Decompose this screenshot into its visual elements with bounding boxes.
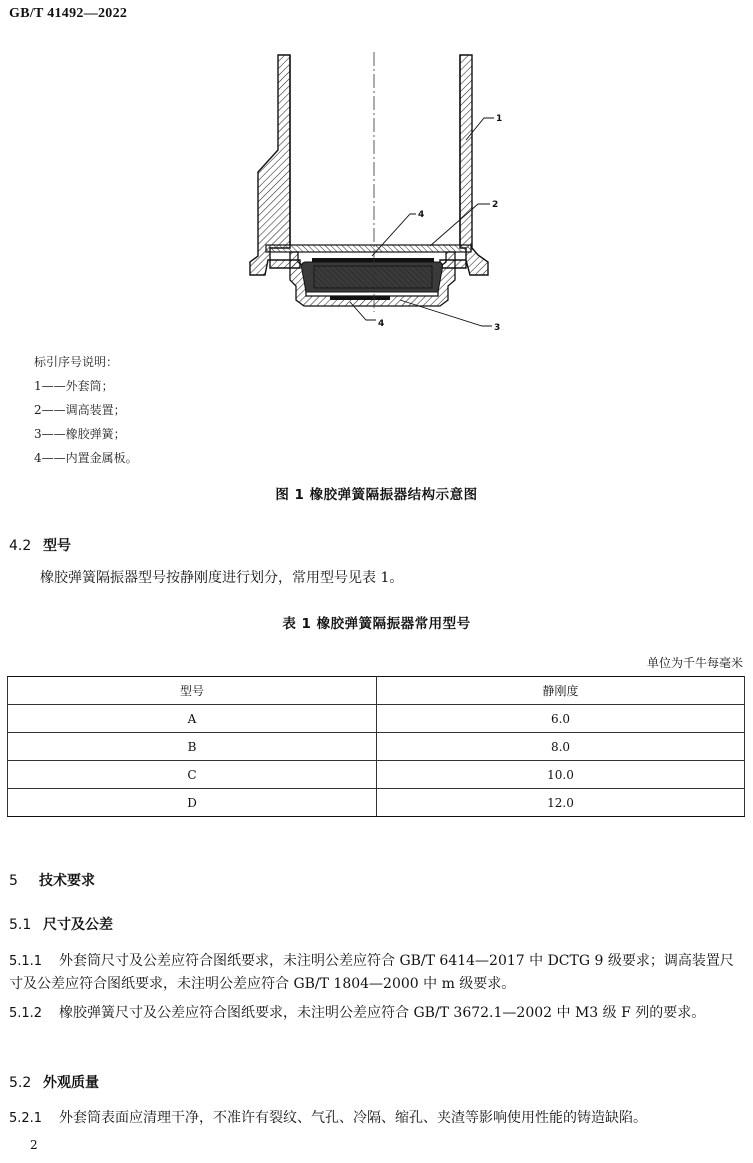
header-static-stiffness: 静刚度: [377, 677, 745, 705]
cell-stiffness: 12.0: [377, 789, 745, 817]
cell-model: A: [8, 705, 377, 733]
section-number: 5.2: [9, 1075, 32, 1091]
figure-legend: [34, 350, 138, 470]
header-model: 型号: [8, 677, 377, 705]
table-row: [8, 705, 745, 733]
callout-4-top: 4: [418, 210, 425, 220]
section-number: 5: [9, 873, 18, 889]
height-adjuster-plate: [266, 245, 471, 252]
clause-text: 橡胶弹簧尺寸及公差应符合图纸要求，未注明公差应符合 GB/T 3672.1—2002 中 M3 级 F 列的要求。: [59, 1005, 706, 1021]
clause-5-1-1: [9, 950, 745, 996]
section-5-1-heading: [9, 914, 113, 934]
section-4-2-heading: [9, 535, 71, 555]
clause-number: 5.1.2: [9, 1006, 43, 1021]
section-5-heading: [9, 870, 95, 890]
inner-metal-plate: [312, 258, 434, 262]
outer-sleeve-left: [250, 55, 300, 275]
section-title: 尺寸及公差: [43, 917, 113, 933]
section-title: 技术要求: [39, 873, 95, 889]
table-header-row: [8, 677, 745, 705]
legend-item: 2——调高装置；: [34, 403, 126, 417]
cell-stiffness: 10.0: [377, 761, 745, 789]
clause-5-2-1: [9, 1107, 745, 1130]
callout-2: 2: [492, 200, 499, 210]
models-table: [7, 676, 745, 817]
clause-text: 外套筒表面应清理干净，不准许有裂纹、气孔、冷隔、缩孔、夹渣等影响使用性能的铸造缺陷。: [59, 1110, 647, 1126]
callout-3: 3: [494, 323, 501, 333]
outer-sleeve-right: [440, 55, 488, 275]
clause-5-1-2: [9, 1002, 745, 1025]
table-unit-note: 单位为千牛每毫米: [646, 656, 743, 670]
bottom-metal-plate: [330, 296, 390, 300]
legend-item: 1——外套筒；: [34, 379, 114, 393]
table-row: [8, 733, 745, 761]
cell-stiffness: 6.0: [377, 705, 745, 733]
cell-model: D: [8, 789, 377, 817]
cell-model: B: [8, 733, 377, 761]
legend-item: 4——内置金属板。: [34, 451, 138, 465]
table-row: [8, 761, 745, 789]
clause-number: 5.1.1: [9, 954, 43, 969]
figure-caption: 图 1 橡胶弹簧隔振器结构示意图: [275, 487, 478, 503]
section-title: 型号: [43, 538, 71, 554]
page-number: 2: [30, 1138, 38, 1152]
section-4-2-paragraph: 橡胶弹簧隔振器型号按静刚度进行划分，常用型号见表 1。: [40, 570, 404, 586]
callout-1: 1: [496, 114, 503, 124]
cell-model: C: [8, 761, 377, 789]
section-5-2-heading: [9, 1072, 99, 1092]
section-title: 外观质量: [43, 1075, 99, 1091]
isolator-structure-drawing: [240, 45, 520, 340]
legend-title: 标引序号说明：: [34, 355, 119, 369]
clause-text: 外套筒尺寸及公差应符合图纸要求，未注明公差应符合 GB/T 6414—2017 中 DCTG 9 级要求；调高装置尺寸及公差应符合图纸要求，未注明公差应符合 GB/T 1804—2000 中 m 级要求。: [9, 953, 734, 992]
callout-4-bottom: 4: [378, 319, 385, 329]
standard-code: GB/T 41492—2022: [9, 6, 128, 21]
rubber-spring-core: [314, 266, 432, 288]
section-number: 4.2: [9, 538, 32, 554]
section-number: 5.1: [9, 917, 32, 933]
legend-item: 3——橡胶弹簧；: [34, 427, 126, 441]
clause-number: 5.2.1: [9, 1111, 43, 1126]
cell-stiffness: 8.0: [377, 733, 745, 761]
table-row: [8, 789, 745, 817]
table-caption: 表 1 橡胶弹簧隔振器常用型号: [282, 616, 471, 632]
